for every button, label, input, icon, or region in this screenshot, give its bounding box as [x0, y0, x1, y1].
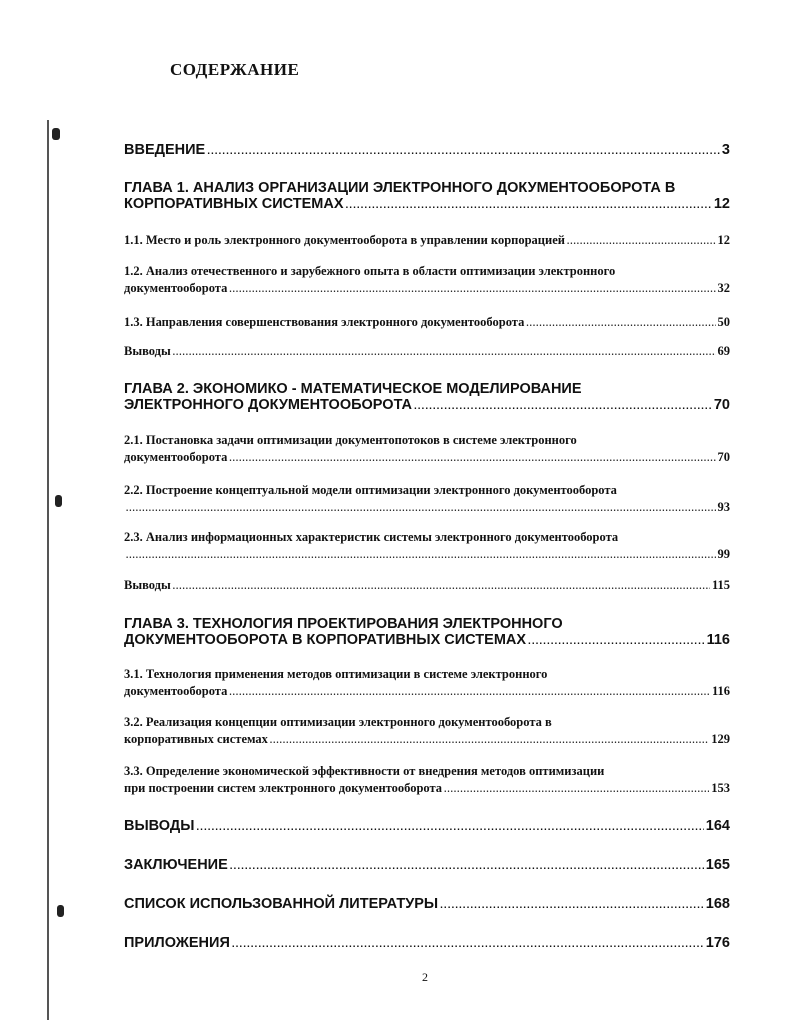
toc-entry-page: 116	[706, 632, 730, 648]
toc-entry-page: 70	[717, 450, 730, 464]
dot-leader	[126, 500, 716, 515]
scan-edge-line	[47, 120, 49, 1020]
toc-entry-title-line1: ГЛАВА 2. ЭКОНОМИКО - МАТЕМАТИЧЕСКОЕ МОДЕЛИРОВАНИЕ	[124, 381, 582, 397]
toc-entry-appendices[interactable]	[124, 935, 730, 951]
toc-entry-title-line2: документооборота	[124, 450, 228, 464]
dot-leader	[528, 632, 705, 648]
toc-entry-section-2-3[interactable]	[124, 530, 730, 562]
toc-entry-final-conclusion[interactable]	[124, 857, 730, 873]
toc-entry-title-line2: документооборота	[124, 281, 228, 295]
toc-entry-section-3-1[interactable]	[124, 667, 730, 699]
toc-entry-page: 50	[717, 315, 730, 329]
scan-mark-top	[52, 128, 60, 140]
toc-entry-page: 168	[705, 896, 730, 912]
toc-entry-title-line1: ГЛАВА 3. ТЕХНОЛОГИЯ ПРОЕКТИРОВАНИЯ ЭЛЕКТРОННОГО	[124, 616, 563, 632]
toc-entry-section-1-2[interactable]	[124, 264, 730, 296]
toc-entry-page: 129	[711, 732, 730, 746]
dot-leader	[196, 818, 703, 834]
toc-entry-title-line2: ЭЛЕКТРОННОГО ДОКУМЕНТООБОРОТА	[124, 397, 412, 413]
toc-entry-section-3-2[interactable]	[124, 715, 730, 747]
scan-mark-mid	[55, 495, 62, 507]
toc-entry-title-line2: документооборота	[124, 684, 228, 698]
dot-leader	[444, 781, 709, 796]
toc-entry-title: 1.1. Место и роль электронного документооборота в управлении корпорацией	[124, 233, 565, 247]
toc-entry-chapter-2-conclusions[interactable]	[124, 578, 730, 593]
toc-entry-title: ЗАКЛЮЧЕНИЕ	[124, 857, 228, 873]
dot-leader	[526, 315, 715, 330]
toc-entry-chapter-1-conclusions[interactable]	[124, 344, 730, 359]
dot-leader	[414, 397, 712, 413]
toc-entry-conclusions[interactable]	[124, 818, 730, 834]
dot-leader	[229, 281, 715, 296]
toc-entry-title-line2: при построении систем электронного документооборота	[124, 781, 443, 795]
toc-entry-title: Выводы	[124, 344, 171, 358]
toc-entry-page: 12	[717, 233, 730, 247]
page-title: СОДЕРЖАНИЕ	[170, 60, 300, 79]
toc-entry-title-line1: 1.2. Анализ отечественного и зарубежного опыта в области оптимизации электронного	[124, 264, 616, 278]
toc-entry-section-2-2[interactable]	[124, 483, 730, 515]
toc-entry-page: 165	[705, 857, 730, 873]
toc-entry-page: 116	[711, 684, 730, 698]
dot-leader	[270, 732, 709, 747]
toc-entry-references[interactable]	[124, 896, 730, 912]
dot-leader	[232, 935, 704, 951]
dot-leader	[346, 196, 712, 212]
toc-entry-section-3-3[interactable]	[124, 764, 730, 796]
dot-leader	[173, 344, 716, 359]
toc-entry-page: 176	[705, 935, 730, 951]
toc-entry-chapter-3[interactable]	[124, 616, 730, 648]
toc-entry-page: 70	[713, 397, 730, 413]
dot-leader	[126, 547, 716, 562]
toc-entry-title-line1: 2.3. Анализ информационных характеристик системы электронного документооборота	[124, 530, 619, 544]
dot-leader	[229, 450, 715, 465]
toc-entry-page: 69	[717, 344, 730, 358]
toc-entry-title: Выводы	[124, 578, 171, 592]
toc-entry-title: ВЫВОДЫ	[124, 818, 195, 834]
toc-entry-title-line1: 3.3. Определение экономической эффективности от внедрения методов оптимизации	[124, 764, 605, 778]
toc-entry-section-1-3[interactable]	[124, 315, 730, 330]
toc-entry-title: ВВЕДЕНИЕ	[124, 142, 206, 158]
toc-entry-page: 99	[717, 547, 730, 561]
toc-entry-title: 1.3. Направления совершенствования электронного документооборота	[124, 315, 525, 329]
dot-leader	[230, 857, 704, 873]
dot-leader	[207, 142, 720, 158]
toc-entry-page: 12	[713, 196, 730, 212]
toc-entry-page: 164	[705, 818, 730, 834]
dot-leader	[567, 233, 716, 248]
scan-mark-bottom	[57, 905, 64, 917]
toc-entry-title-line1: 3.1. Технология применения методов оптимизации в системе электронного	[124, 667, 548, 681]
toc-entry-section-1-1[interactable]	[124, 233, 730, 248]
toc-entry-title: ПРИЛОЖЕНИЯ	[124, 935, 230, 951]
toc-entry-section-2-1[interactable]	[124, 433, 730, 465]
toc-entry-page: 93	[717, 500, 730, 514]
toc-entry-page: 32	[717, 281, 730, 295]
toc-entry-title-line1: 2.1. Постановка задачи оптимизации документопотоков в системе электронного	[124, 433, 577, 447]
toc-entry-title-line1: 2.2. Построение концептуальной модели оптимизации электронного документооборота	[124, 483, 617, 497]
toc-entry-chapter-1[interactable]	[124, 180, 730, 212]
toc-entry-introduction[interactable]	[124, 142, 730, 158]
toc-entry-title-line1: ГЛАВА 1. АНАЛИЗ ОРГАНИЗАЦИИ ЭЛЕКТРОННОГО ДОКУМЕНТООБОРОТА В	[124, 180, 676, 196]
toc-entry-page: 153	[711, 781, 730, 795]
toc-entry-title: СПИСОК ИСПОЛЬЗОВАННОЙ ЛИТЕРАТУРЫ	[124, 896, 439, 912]
toc-entry-title-line2: КОРПОРАТИВНЫХ СИСТЕМАХ	[124, 196, 344, 212]
dot-leader	[173, 578, 710, 593]
toc-entry-chapter-2[interactable]	[124, 381, 730, 413]
toc-entry-page: 3	[721, 142, 730, 158]
toc-entry-title-line1: 3.2. Реализация концепции оптимизации электронного документооборота в	[124, 715, 552, 729]
dot-leader	[440, 896, 704, 912]
toc-entry-title-line2: корпоративных системах	[124, 732, 268, 746]
toc-entry-title-line2: ДОКУМЕНТООБОРОТА В КОРПОРАТИВНЫХ СИСТЕМАХ	[124, 632, 527, 648]
dot-leader	[229, 684, 710, 699]
page-number: 2	[422, 970, 428, 984]
toc-entry-page: 115	[711, 578, 730, 592]
